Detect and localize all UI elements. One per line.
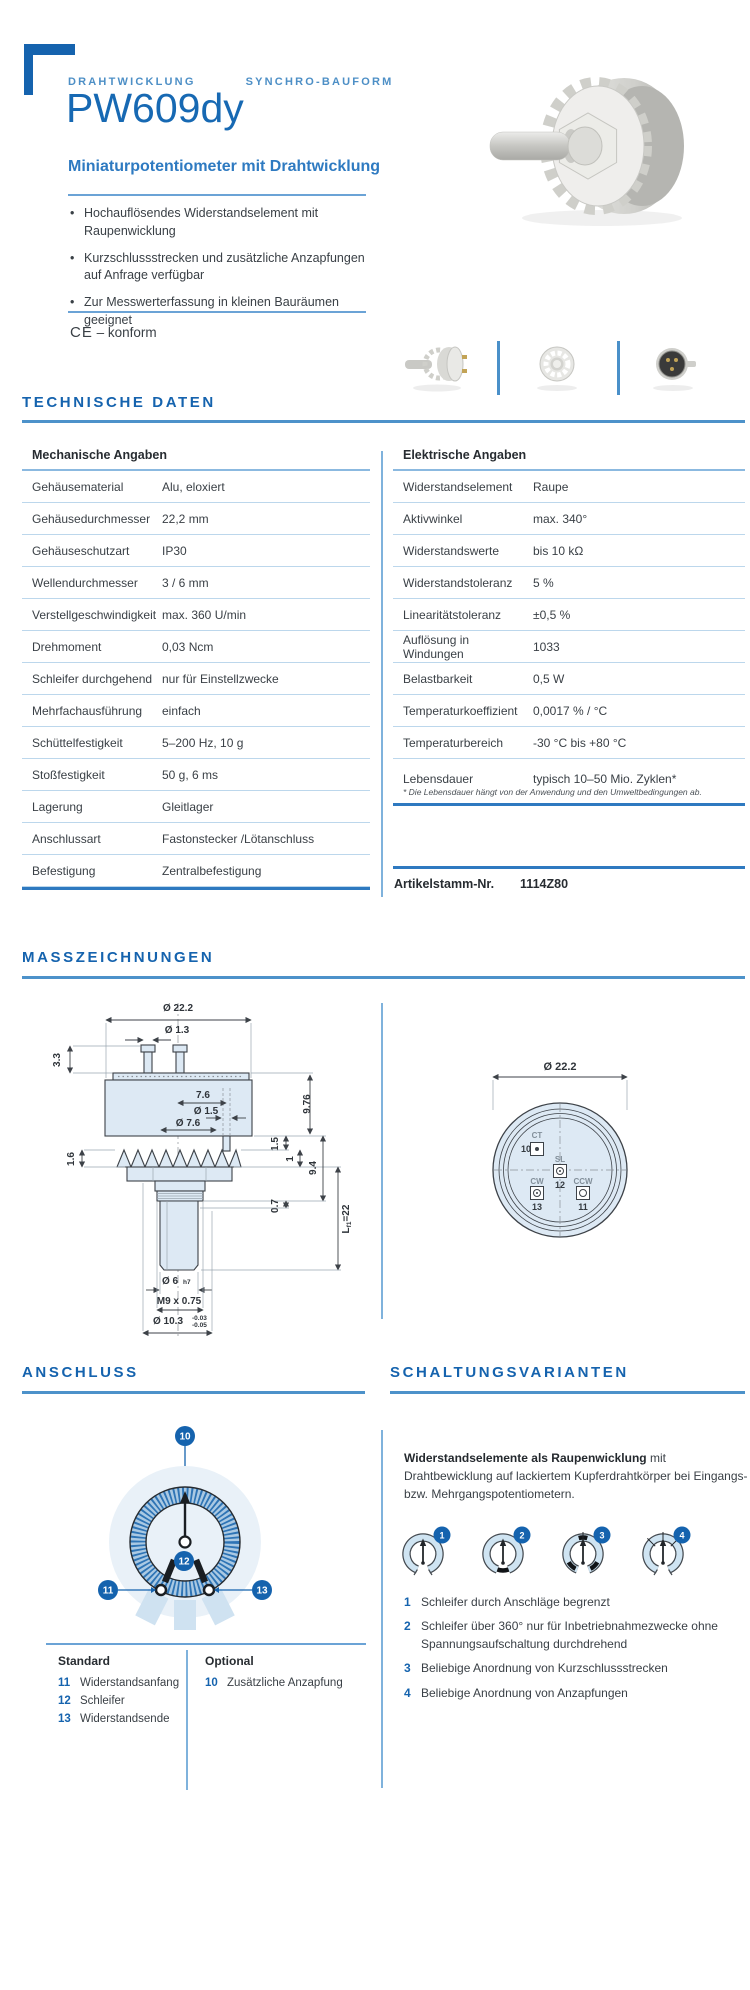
svg-text:10: 10 <box>179 1431 191 1443</box>
legend-item-label: Schleifer <box>80 1695 125 1707</box>
table-row <box>393 471 745 503</box>
section-underline <box>22 1391 365 1394</box>
legend-item-number: 10 <box>205 1677 218 1689</box>
variant-item-number: 3 <box>404 1661 411 1676</box>
dim-seat-tol-upper: -0.03 <box>192 1315 207 1322</box>
section-title-circuit-variants: SCHALTUNGSVARIANTEN <box>390 1364 629 1381</box>
dim-outer-diameter: Ø 22.2 <box>162 1003 194 1014</box>
category-drahtwicklung: DRAHTWICKLUNG <box>68 76 196 88</box>
shaft-outline <box>160 1201 198 1270</box>
dim-body-height: 9.76 <box>302 1094 313 1114</box>
row-label: Lagerung <box>32 799 83 814</box>
table-row <box>22 855 370 887</box>
terminal-sl-number: 12 <box>554 1180 566 1190</box>
table-row-with-note <box>393 759 745 803</box>
row-value: 0,03 Ncm <box>162 639 214 654</box>
variant-icon-3 <box>558 1524 614 1580</box>
row-value: 1033 <box>533 639 560 654</box>
legend-optional <box>205 1654 365 1695</box>
terminal-cw-label: CW <box>530 1177 544 1186</box>
product-image <box>472 68 707 228</box>
ce-conformity <box>70 324 157 341</box>
variant-item-text: Beliebige Anordnung von Anzapfungen <box>421 1685 628 1700</box>
variants-column-separator <box>381 1430 383 1788</box>
variant-list-item <box>404 1660 746 1677</box>
table-row <box>22 599 370 631</box>
table-row <box>22 535 370 567</box>
variant-list-item <box>404 1685 746 1702</box>
legend-item-label: Zusätzliche Anzapfung <box>227 1677 343 1689</box>
row-label: Wellendurchmesser <box>32 575 138 590</box>
row-value: nur für Einstellzwecke <box>162 671 279 686</box>
bullet-text: Zur Messwerterfassung in kleinen Bauräumen geeignet <box>84 295 339 327</box>
table-row <box>393 663 745 695</box>
row-label: Aktivwinkel <box>403 511 463 526</box>
divider <box>68 311 366 313</box>
row-label: Widerstandswerte <box>403 543 500 558</box>
variant-item-number: 2 <box>404 1619 411 1634</box>
terminal-ccw-number: 11 <box>578 1202 588 1212</box>
page-title: PW609dy <box>66 85 244 131</box>
thumbnail-front-view <box>522 336 592 394</box>
variant-icon-4 <box>638 1524 694 1580</box>
category-synchro-bauform: SYNCHRO-BAUFORM <box>245 76 394 88</box>
legend-optional-items <box>205 1677 365 1689</box>
ce-text: – konform <box>96 325 157 340</box>
svg-text:11: 11 <box>102 1585 114 1597</box>
row-label: Temperaturbereich <box>403 735 504 750</box>
legend-item-number: 11 <box>58 1677 71 1689</box>
section-title-dimension-drawings: MASSZEICHNUNGEN <box>22 949 215 966</box>
row-label: Schleifer durchgehend <box>32 671 153 686</box>
dim-tap-offset: 7.6 <box>196 1090 210 1101</box>
row-label: Lebensdauer <box>403 772 474 786</box>
table-row <box>22 631 370 663</box>
row-label: Widerstandstoleranz <box>403 575 513 590</box>
row-label: Gehäusematerial <box>32 479 124 494</box>
dim-thread: M9 x 0.75 <box>156 1296 202 1307</box>
row-label: Linearitätstoleranz <box>403 607 502 622</box>
mechanical-table-header: Mechanische Angaben <box>22 448 370 471</box>
variant-icon-2 <box>478 1524 534 1580</box>
variants-list <box>404 1594 746 1709</box>
table-row <box>393 727 745 759</box>
row-value: Zentralbefestigung <box>162 863 262 878</box>
dim-shaft-diameter: Ø 6 <box>161 1276 179 1287</box>
connection-diagram <box>20 1424 350 1639</box>
row-value: -30 °C bis +80 °C <box>533 735 627 750</box>
row-label: Gehäuseschutzart <box>32 543 130 558</box>
variant-item-text: Beliebige Anordnung von Kurzschlussstrecken <box>421 1661 668 1676</box>
product-shadow <box>522 210 682 226</box>
legend-divider <box>46 1643 366 1645</box>
legend-item <box>205 1677 365 1689</box>
thumbnail-rear-view <box>640 336 710 394</box>
table-row <box>22 567 370 599</box>
article-number <box>394 877 568 891</box>
terminal-ct-number: 10 <box>520 1144 532 1154</box>
legend-item-label: Widerstandsanfang <box>80 1677 180 1689</box>
legend-item <box>58 1677 184 1689</box>
row-value: max. 340° <box>533 511 588 526</box>
terminal-ct-label: CT <box>531 1131 543 1140</box>
mounting-nut <box>127 1167 232 1181</box>
dim-washer-height: 1.6 <box>66 1152 77 1166</box>
row-label: Temperaturkoeffizient <box>403 703 518 718</box>
row-value: einfach <box>162 703 201 718</box>
divider <box>68 194 366 196</box>
mechanical-table <box>22 448 370 890</box>
eyelet-left <box>156 1585 166 1595</box>
drawing-column-separator <box>381 1003 383 1319</box>
dim-seat-diameter: Ø 10.3 <box>152 1316 184 1327</box>
electrical-table-header: Elektrische Angaben <box>393 448 745 471</box>
table-end-rule <box>22 887 370 890</box>
table-row <box>393 535 745 567</box>
row-value: 5 % <box>533 575 554 590</box>
legend-standard <box>58 1654 184 1731</box>
article-number-value: 1114Z80 <box>520 877 569 891</box>
bullet-dot: • <box>70 250 75 265</box>
legend-item <box>58 1713 184 1725</box>
row-value: IP30 <box>162 543 187 558</box>
row-value: 22,2 mm <box>162 511 209 526</box>
eyelet-right <box>204 1585 214 1595</box>
variant-icon-1 <box>398 1524 454 1580</box>
electrical-table <box>393 448 745 806</box>
svg-text:1: 1 <box>439 1530 445 1541</box>
svg-text:3: 3 <box>599 1530 605 1541</box>
table-column-separator <box>381 451 383 897</box>
dim-bore-diameter: Ø 7.6 <box>175 1118 201 1129</box>
table-row <box>22 791 370 823</box>
row-label: Stoßfestigkeit <box>32 767 105 782</box>
table-row <box>393 599 745 631</box>
rear-view-drawing <box>390 998 750 1328</box>
dim-rear-diameter: Ø 22.2 <box>543 1061 577 1073</box>
row-value: 0,5 W <box>533 671 565 686</box>
table-row <box>393 503 745 535</box>
row-label: Belastbarkeit <box>403 671 473 686</box>
row-label: Schüttelfestigkeit <box>32 735 123 750</box>
locating-pin <box>223 1136 230 1151</box>
terminal-sl-label: SL <box>554 1155 566 1164</box>
row-value: max. 360 U/min <box>162 607 247 622</box>
thumbnail-separator <box>617 341 620 395</box>
feature-bullet <box>70 250 366 286</box>
dim-bushing-depth: 9.4 <box>308 1161 319 1175</box>
table-row <box>393 631 745 663</box>
table-row <box>22 663 370 695</box>
dim-shaft-fit: h7 <box>183 1279 191 1286</box>
row-label: Mehrfachausführung <box>32 703 143 718</box>
table-row <box>22 727 370 759</box>
row-label: Gehäusedurchmesser <box>32 511 151 526</box>
dim-pin-diameter: Ø 1.3 <box>164 1025 190 1036</box>
bullet-dot: • <box>70 295 75 309</box>
legend-item-number: 12 <box>58 1695 71 1707</box>
table-end-rule <box>393 803 745 806</box>
variant-item-number: 4 <box>404 1685 411 1700</box>
section-underline <box>390 1391 745 1394</box>
table-footnote: * Die Lebensdauer hängt von der Anwendung und den Umweltbedingungen ab. <box>403 787 702 797</box>
legend-standard-items <box>58 1677 184 1725</box>
table-row <box>22 759 370 791</box>
row-value: 3 / 6 mm <box>162 575 209 590</box>
thumbnail-side-view <box>402 336 472 394</box>
bushing <box>155 1181 205 1191</box>
variants-intro-bold: Widerstandselemente als Raupenwicklung <box>404 1451 647 1465</box>
bullet-text: Kurzschlussstrecken und zusätzliche Anzapfungen auf Anfrage verfügbar <box>84 250 365 283</box>
product-subtitle: Miniaturpotentiometer mit Drahtwicklung <box>68 158 381 175</box>
wiper-hub <box>180 1537 191 1548</box>
table-row <box>22 471 370 503</box>
shaft <box>490 132 570 160</box>
terminal-ccw-label: CCW <box>573 1177 593 1186</box>
variant-item-number: 1 <box>404 1595 411 1609</box>
section-title-connection: ANSCHLUSS <box>22 1364 139 1381</box>
variant-list-item <box>404 1618 746 1653</box>
article-number-label: Artikelstamm-Nr. <box>394 877 495 891</box>
section-underline <box>22 976 745 979</box>
article-rule <box>393 866 745 869</box>
table-row <box>393 759 745 786</box>
dim-pin-height: 3.3 <box>52 1053 63 1067</box>
side-view-drawing <box>20 993 360 1343</box>
row-value: bis 10 kΩ <box>533 543 584 558</box>
table-row <box>22 503 370 535</box>
row-label: Verstellgeschwindigkeit <box>32 607 157 622</box>
row-label: Widerstandselement <box>403 479 513 494</box>
variant-list-item <box>404 1594 746 1611</box>
row-label: Drehmoment <box>32 639 102 654</box>
table-row <box>22 823 370 855</box>
row-value: ±0,5 % <box>533 607 571 622</box>
variant-item-text: Schleifer über 360° nur für Inbetriebnahmezwecke ohne Spannungsaufschaltung durchdrehend <box>421 1619 718 1651</box>
legend-optional-title: Optional <box>205 1654 254 1668</box>
table-row <box>22 695 370 727</box>
legend-separator <box>186 1650 188 1790</box>
dim-step3: 0.7 <box>270 1199 281 1213</box>
section-title-technical-data: TECHNISCHE DATEN <box>22 394 216 411</box>
terminal-ccw <box>577 1187 590 1200</box>
bullet-dot: • <box>70 206 75 220</box>
row-label: Auflösung in Windungen <box>403 632 470 661</box>
svg-text:12: 12 <box>178 1556 190 1568</box>
row-value: 5–200 Hz, 10 g <box>162 735 244 750</box>
legend-item-label: Widerstandsende <box>80 1713 170 1725</box>
shaft-hub <box>568 127 602 165</box>
row-value: 50 g, 6 ms <box>162 767 219 782</box>
row-label: Anschlussart <box>32 831 101 846</box>
electrical-table-rows <box>393 471 745 803</box>
feature-list <box>70 205 366 339</box>
row-value: Alu, eloxiert <box>162 479 225 494</box>
variants-intro <box>404 1449 749 1503</box>
legend-standard-title: Standard <box>58 1654 111 1668</box>
dim-tap-pin-diameter: Ø 1.5 <box>193 1106 219 1117</box>
lock-washer <box>117 1150 241 1167</box>
thumbnail-separator <box>497 341 500 395</box>
row-value: Gleitlager <box>162 799 214 814</box>
svg-text:2: 2 <box>519 1530 525 1541</box>
mechanical-table-rows <box>22 471 370 887</box>
ce-mark-icon: CE <box>70 324 93 341</box>
dim-shaft-length: $L_{f1}=22$ <box>341 1204 353 1234</box>
dim-seat-tol-lower: -0.05 <box>192 1322 207 1329</box>
svg-text:13: 13 <box>256 1585 268 1597</box>
row-value: Fastonstecker /Lötanschluss <box>162 831 315 846</box>
bullet-text: Hochauflösendes Widerstandselement mit Raupenwicklung <box>84 206 319 238</box>
table-row <box>393 695 745 727</box>
svg-text:4: 4 <box>679 1530 685 1541</box>
dim-step1: 1.5 <box>270 1137 281 1151</box>
dim-step2: 1 <box>285 1156 296 1162</box>
legend-item <box>58 1695 184 1707</box>
table-row <box>393 567 745 599</box>
feature-bullet <box>70 205 366 241</box>
section-underline <box>22 420 745 423</box>
legend-item-number: 13 <box>58 1713 71 1725</box>
terminal-cw-number: 13 <box>531 1202 543 1212</box>
row-value: typisch 10–50 Mio. Zyklen* <box>533 772 677 786</box>
row-label: Befestigung <box>32 863 96 878</box>
variant-item-text: Schleifer durch Anschläge begrenzt <box>421 1595 610 1609</box>
row-value: 0,0017 % / °C <box>533 703 608 718</box>
row-value: Raupe <box>533 479 569 494</box>
variants-intro-rest: mit Drahtbewicklung auf lackiertem Kupferdrahtkörper bei Eingangs- bzw. Mehrgangspotentiometern. <box>404 1451 748 1501</box>
